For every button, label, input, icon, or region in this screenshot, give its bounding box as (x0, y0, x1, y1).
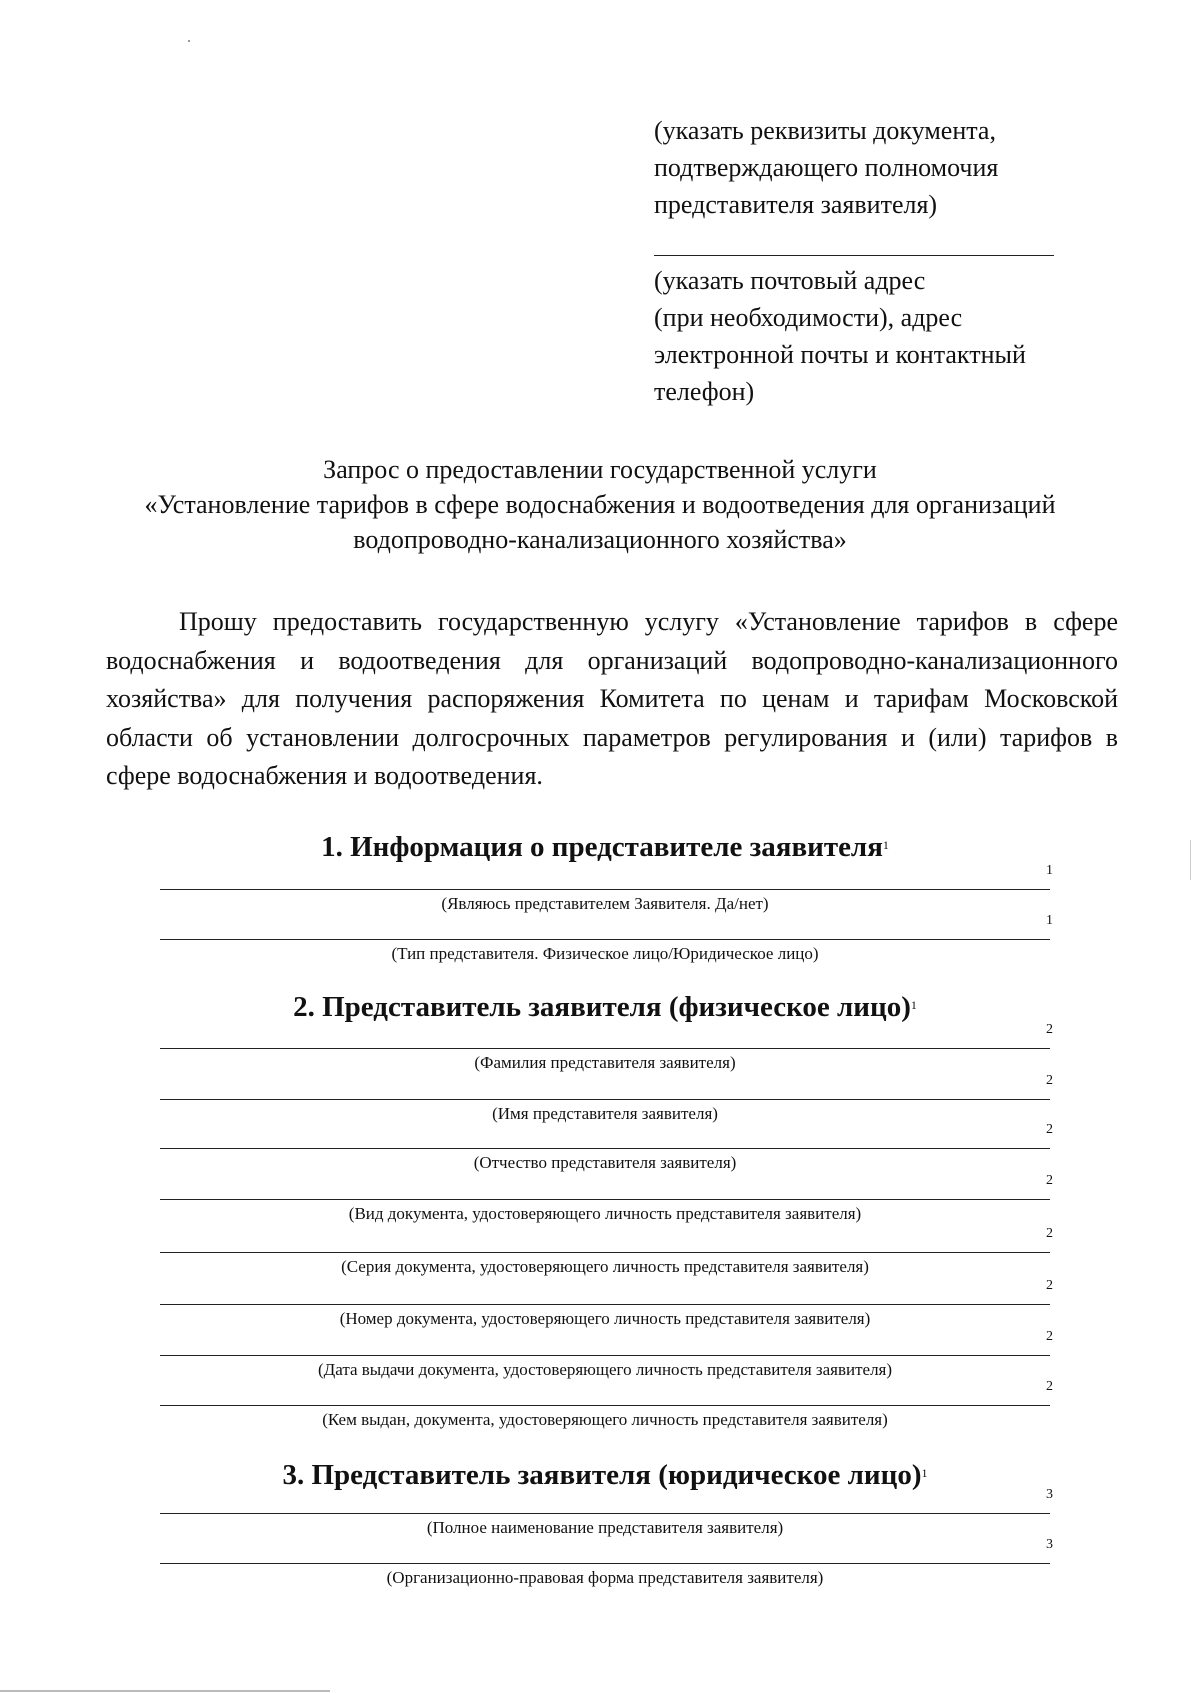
field-id-doc-number[interactable] (160, 1278, 1053, 1330)
contacts-fill-line (654, 255, 1054, 256)
footnote-mark: 2 (1046, 1329, 1053, 1344)
fill-line[interactable] (160, 939, 1050, 940)
footnote-mark: 2 (1046, 1379, 1053, 1394)
footnote-mark: 2 (1046, 1226, 1053, 1241)
contacts-note-line: (указать почтовый адрес (654, 266, 926, 295)
contacts-note (654, 262, 1084, 410)
footnote-mark: 2 (1046, 1122, 1053, 1137)
field-caption: (Фамилия представителя заявителя) (474, 1053, 736, 1072)
field-is-representative[interactable] (160, 863, 1053, 915)
field-patronymic[interactable] (160, 1122, 1053, 1174)
field-last-name[interactable] (160, 1022, 1053, 1074)
section-heading-text: 1. Информация о представителе заявителя (321, 831, 883, 863)
section-heading-text: 2. Представитель заявителя (физическое лицо) (293, 991, 911, 1023)
authority-note-line: представителя заявителя) (654, 190, 938, 219)
title-line: Запрос о предоставлении государственной услуги (323, 455, 877, 484)
field-first-name[interactable] (160, 1073, 1053, 1125)
contacts-note-line: (при необходимости), адрес (654, 303, 963, 332)
section-3-heading (160, 1458, 1050, 1492)
scan-speck (1190, 840, 1191, 880)
fill-line[interactable] (160, 1148, 1050, 1149)
field-id-doc-issue-date[interactable] (160, 1329, 1053, 1381)
footnote-mark: 2 (1046, 1278, 1053, 1293)
field-caption: (Отчество представителя заявителя) (473, 1153, 737, 1172)
field-representative-type[interactable] (160, 913, 1053, 965)
fill-line[interactable] (160, 1563, 1050, 1564)
fill-line[interactable] (160, 889, 1050, 890)
fill-line[interactable] (160, 1252, 1050, 1253)
section-2-heading (160, 990, 1050, 1024)
footnote-mark: 2 (1046, 1022, 1053, 1037)
contacts-note-line: телефон) (654, 377, 755, 406)
footnote-mark: 1 (1046, 863, 1053, 878)
field-caption: (Кем выдан, документа, удостоверяющего личность представителя заявителя) (322, 1410, 888, 1429)
fill-line[interactable] (160, 1355, 1050, 1356)
field-caption: (Дата выдачи документа, удостоверяющего личность представителя заявителя) (317, 1360, 893, 1379)
fill-line[interactable] (160, 1199, 1050, 1200)
fill-line[interactable] (160, 1099, 1050, 1100)
fill-line[interactable] (160, 1304, 1050, 1305)
field-caption: (Полное наименование представителя заявителя) (426, 1518, 784, 1537)
fill-line[interactable] (160, 1405, 1050, 1406)
section-1-heading (160, 830, 1050, 864)
authority-note-line: (указать реквизиты документа, (654, 116, 996, 145)
title-line: «Установление тарифов в сфере водоснабжения и водоотведения для организаций (144, 490, 1056, 519)
footnote-mark: 3 (1046, 1537, 1053, 1552)
fill-line[interactable] (160, 1513, 1050, 1514)
authority-note-line: подтверждающего полномочия (654, 153, 999, 182)
footnote-ref: 1 (921, 1466, 928, 1480)
footnote-mark: 2 (1046, 1173, 1053, 1188)
field-caption: (Имя представителя заявителя) (492, 1104, 718, 1123)
field-org-full-name[interactable] (160, 1487, 1053, 1539)
section-heading-text: 3. Представитель заявителя (юридическое лицо) (282, 1459, 922, 1491)
field-caption: (Являюсь представителем Заявителя. Да/нет) (441, 894, 769, 913)
field-id-doc-series[interactable] (160, 1226, 1053, 1278)
contacts-note-line: электронной почты и контактный (654, 340, 1026, 369)
scan-speck (188, 40, 190, 42)
footnote-mark: 1 (1046, 913, 1053, 928)
footnote-ref: 1 (882, 838, 889, 852)
field-org-legal-form[interactable] (160, 1537, 1053, 1589)
field-caption: (Вид документа, удостоверяющего личность представителя заявителя) (348, 1204, 862, 1223)
field-caption: (Тип представителя. Физическое лицо/Юридическое лицо) (391, 944, 819, 963)
footnote-mark: 3 (1046, 1487, 1053, 1502)
field-id-doc-type[interactable] (160, 1173, 1053, 1225)
field-caption: (Серия документа, удостоверяющего личность представителя заявителя) (341, 1257, 869, 1276)
title-line: водопроводно-канализационного хозяйства» (353, 525, 847, 554)
field-caption: (Номер документа, удостоверяющего личность представителя заявителя) (339, 1309, 871, 1328)
field-id-doc-issued-by[interactable] (160, 1379, 1053, 1431)
footnote-mark: 2 (1046, 1073, 1053, 1088)
request-title (100, 452, 1100, 557)
authority-document-note (654, 112, 1084, 223)
request-paragraph: Прошу предоставить государственную услугу «Установление тарифов в сфере водоснабжения и водоотведения для организаций водопроводно-канализационного хозяйства» для получения распоряжения Комитета по ценам и тарифам Московской области об установлении долгосрочных параметров регулирования и (или) тарифов в сфере водоснабжения и водоотведения. (106, 607, 1118, 790)
footnote-ref: 1 (910, 998, 917, 1012)
fill-line[interactable] (160, 1048, 1050, 1049)
field-caption: (Организационно-правовая форма представителя заявителя) (386, 1568, 824, 1587)
scan-edge (0, 1690, 330, 1692)
